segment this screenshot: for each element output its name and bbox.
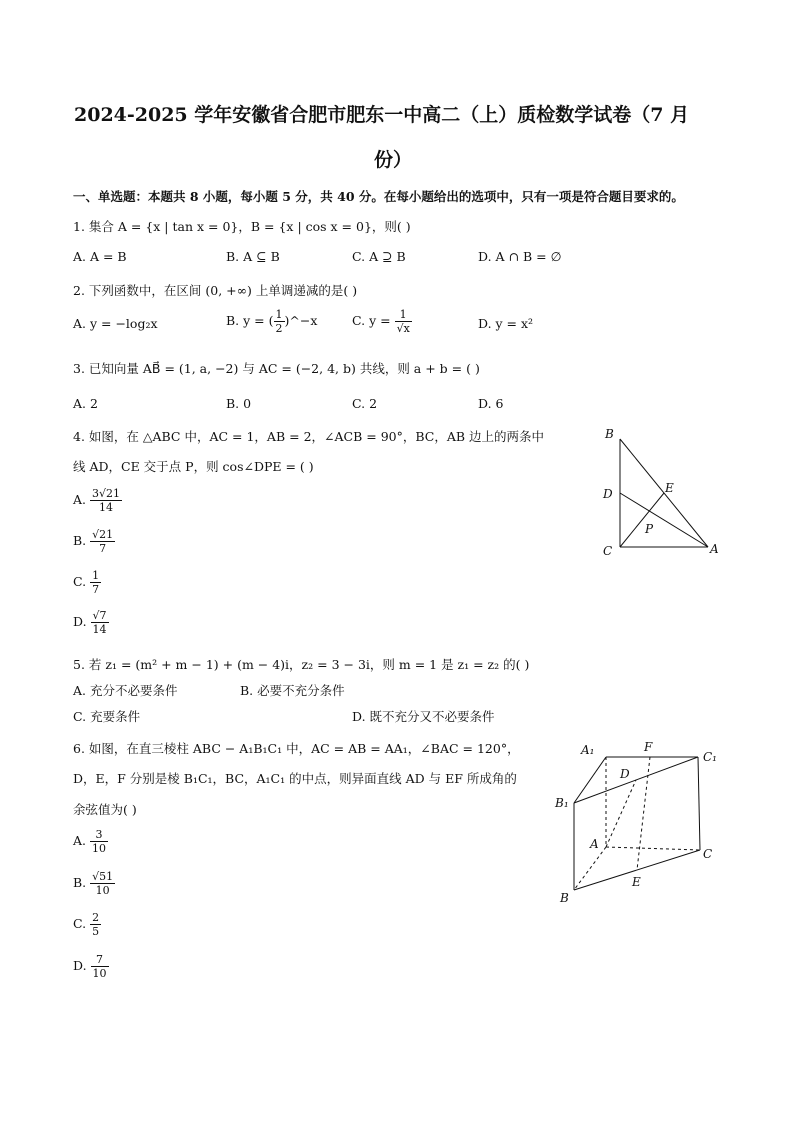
fraction-numerator: √7: [92, 609, 107, 622]
fraction-denominator: 10: [92, 842, 106, 855]
q3-option-c: C. 2: [352, 396, 378, 411]
label-e: E: [632, 875, 641, 889]
q6-prism-figure: [550, 735, 730, 910]
q4-triangle-figure: [595, 425, 735, 565]
q4-option-d-fraction: [91, 609, 109, 636]
q6-stem-line3: 余弦值为( ): [73, 802, 137, 817]
option-label: A.: [73, 492, 87, 507]
q6-option-c: [73, 911, 101, 938]
exam-title-line2: 份）: [374, 149, 413, 171]
q5-option-c: C. 充要条件: [73, 709, 141, 724]
exam-title-line1: 2024-2025 学年安徽省合肥市肥东一中高二（上）质检数学试卷（7 月: [74, 104, 690, 126]
fraction-numerator: 1: [92, 569, 100, 582]
edge-ac: [606, 847, 700, 850]
label-b: B: [605, 427, 614, 441]
q4-option-c: [73, 569, 101, 596]
label-d: D: [620, 767, 630, 781]
q5-option-a: A. 充分不必要条件: [73, 683, 178, 698]
label-f: F: [644, 740, 653, 754]
label-c1: C₁: [703, 750, 717, 764]
fraction-numerator: √51: [92, 870, 114, 883]
fraction-denominator: 10: [92, 967, 107, 980]
q4-option-d: [73, 609, 109, 636]
q5-option-b: B. 必要不充分条件: [240, 683, 345, 698]
q1-option-a: A. A = B: [73, 249, 127, 264]
q3-option-b: B. 0: [226, 396, 252, 411]
fraction-numerator: 7: [91, 953, 109, 967]
q1-option-b: B. A ⊆ B: [226, 249, 280, 264]
median-ad: [620, 493, 708, 547]
q4-option-a-fraction: [90, 487, 122, 514]
q2-option-b-fraction: [274, 308, 285, 335]
q2-option-b: [226, 308, 317, 335]
median-ce: [620, 493, 664, 547]
q1-stem: 1. 集合 A = {x | tan x = 0}，B = {x | cos x = 0}，则( ): [73, 219, 411, 234]
q5-option-d: D. 既不充分又不必要条件: [352, 709, 495, 724]
q2-option-b-prefix: B. y = (: [226, 313, 274, 328]
fraction-denominator: 7: [92, 583, 100, 596]
q6-stem-line1: 6. 如图，在直三棱柱 ABC − A₁B₁C₁ 中，AC = AB = AA₁，∠BAC = 120°，: [73, 741, 520, 756]
q6-option-d-fraction: [91, 953, 109, 980]
section-heading: 一、单选题：本题共 8 小题，每小题 5 分，共 40 分。在每小题给出的选项中，只有一项是符合题目要求的。: [73, 189, 684, 204]
q1-option-c: C. A ⊇ B: [352, 249, 406, 264]
q6-option-c-fraction: [90, 911, 101, 938]
label-c: C: [603, 544, 613, 558]
label-a: A: [590, 837, 599, 851]
q4-option-a: [73, 487, 122, 514]
label-a1: A₁: [581, 743, 595, 757]
q4-option-c-fraction: [90, 569, 101, 596]
fraction-denominator: 5: [92, 925, 100, 938]
option-label: B.: [73, 875, 87, 890]
label-e: E: [665, 481, 674, 495]
segment-ef: [637, 757, 650, 870]
q2-option-c: [352, 308, 412, 335]
label-d: D: [603, 487, 613, 501]
fraction-denominator: 14: [99, 501, 113, 514]
q1-option-d: D. A ∩ B = ∅: [478, 249, 562, 264]
option-label: A.: [73, 833, 87, 848]
option-label: B.: [73, 533, 87, 548]
fraction-numerator: 2: [92, 911, 100, 924]
fraction-denominator: 7: [99, 542, 107, 555]
q4-stem-line1: 4. 如图，在 △ABC 中，AC = 1，AB = 2，∠ACB = 90°，BC，AB 边上的两条中: [73, 429, 545, 444]
edge-ab: [574, 847, 606, 890]
q2-option-d: D. y = x²: [478, 316, 534, 331]
option-label: D.: [73, 614, 87, 629]
q6-option-a-fraction: [90, 828, 108, 855]
label-b: B: [560, 891, 569, 905]
segment-ad: [606, 780, 636, 847]
label-a: A: [710, 542, 719, 556]
edge-cc1: [698, 757, 700, 850]
fraction-denominator: 10: [95, 884, 110, 897]
option-label: C.: [73, 574, 87, 589]
q4-option-b-fraction: [90, 528, 115, 555]
q3-stem: 3. 已知向量 AB⃗ = (1, a, −2) 与 AC = (−2, 4, b) 共线，则 a + b = ( ): [73, 361, 480, 376]
q6-stem-line2: D，E，F 分别是棱 B₁C₁，BC，A₁C₁ 的中点，则异面直线 AD 与 EF 所成角的: [73, 771, 517, 786]
q4-option-b: [73, 528, 115, 555]
q3-option-d: D. 6: [478, 396, 504, 411]
q2-stem: 2. 下列函数中，在区间 (0, +∞) 上单调递减的是( ): [73, 283, 358, 298]
edge-a1b1: [574, 757, 606, 803]
fraction-denominator: 14: [92, 623, 107, 636]
fraction-numerator: 3√21: [92, 487, 121, 500]
q6-option-b: [73, 870, 115, 897]
q2-option-b-suffix: )^−x: [284, 313, 318, 328]
fraction-numerator: √21: [92, 528, 114, 541]
q2-option-c-fraction: [395, 308, 412, 335]
fraction-numerator: 3: [90, 828, 108, 842]
label-p: P: [645, 522, 654, 536]
fraction-numerator: 1: [275, 308, 283, 321]
fraction-numerator: 1: [395, 308, 412, 322]
q6-option-d: [73, 953, 109, 980]
fraction-denominator: 2: [275, 322, 283, 335]
q6-option-b-fraction: [90, 870, 115, 897]
q3-option-a: A. 2: [73, 396, 98, 411]
option-label: D.: [73, 958, 87, 973]
q5-stem: 5. 若 z₁ = (m² + m − 1) + (m − 4)i，z₂ = 3 − 3i，则 m = 1 是 z₁ = z₂ 的( ): [73, 657, 530, 672]
fraction-denominator: √x: [396, 322, 410, 335]
q6-option-a: [73, 828, 108, 855]
q2-option-a: A. y = −log₂x: [73, 316, 158, 331]
option-label: C.: [73, 916, 87, 931]
label-b1: B₁: [555, 796, 569, 810]
q2-option-c-prefix: C. y =: [352, 313, 391, 328]
q4-stem-line2: 线 AD，CE 交于点 P，则 cos∠DPE = ( ): [73, 459, 314, 474]
label-c: C: [703, 847, 713, 861]
